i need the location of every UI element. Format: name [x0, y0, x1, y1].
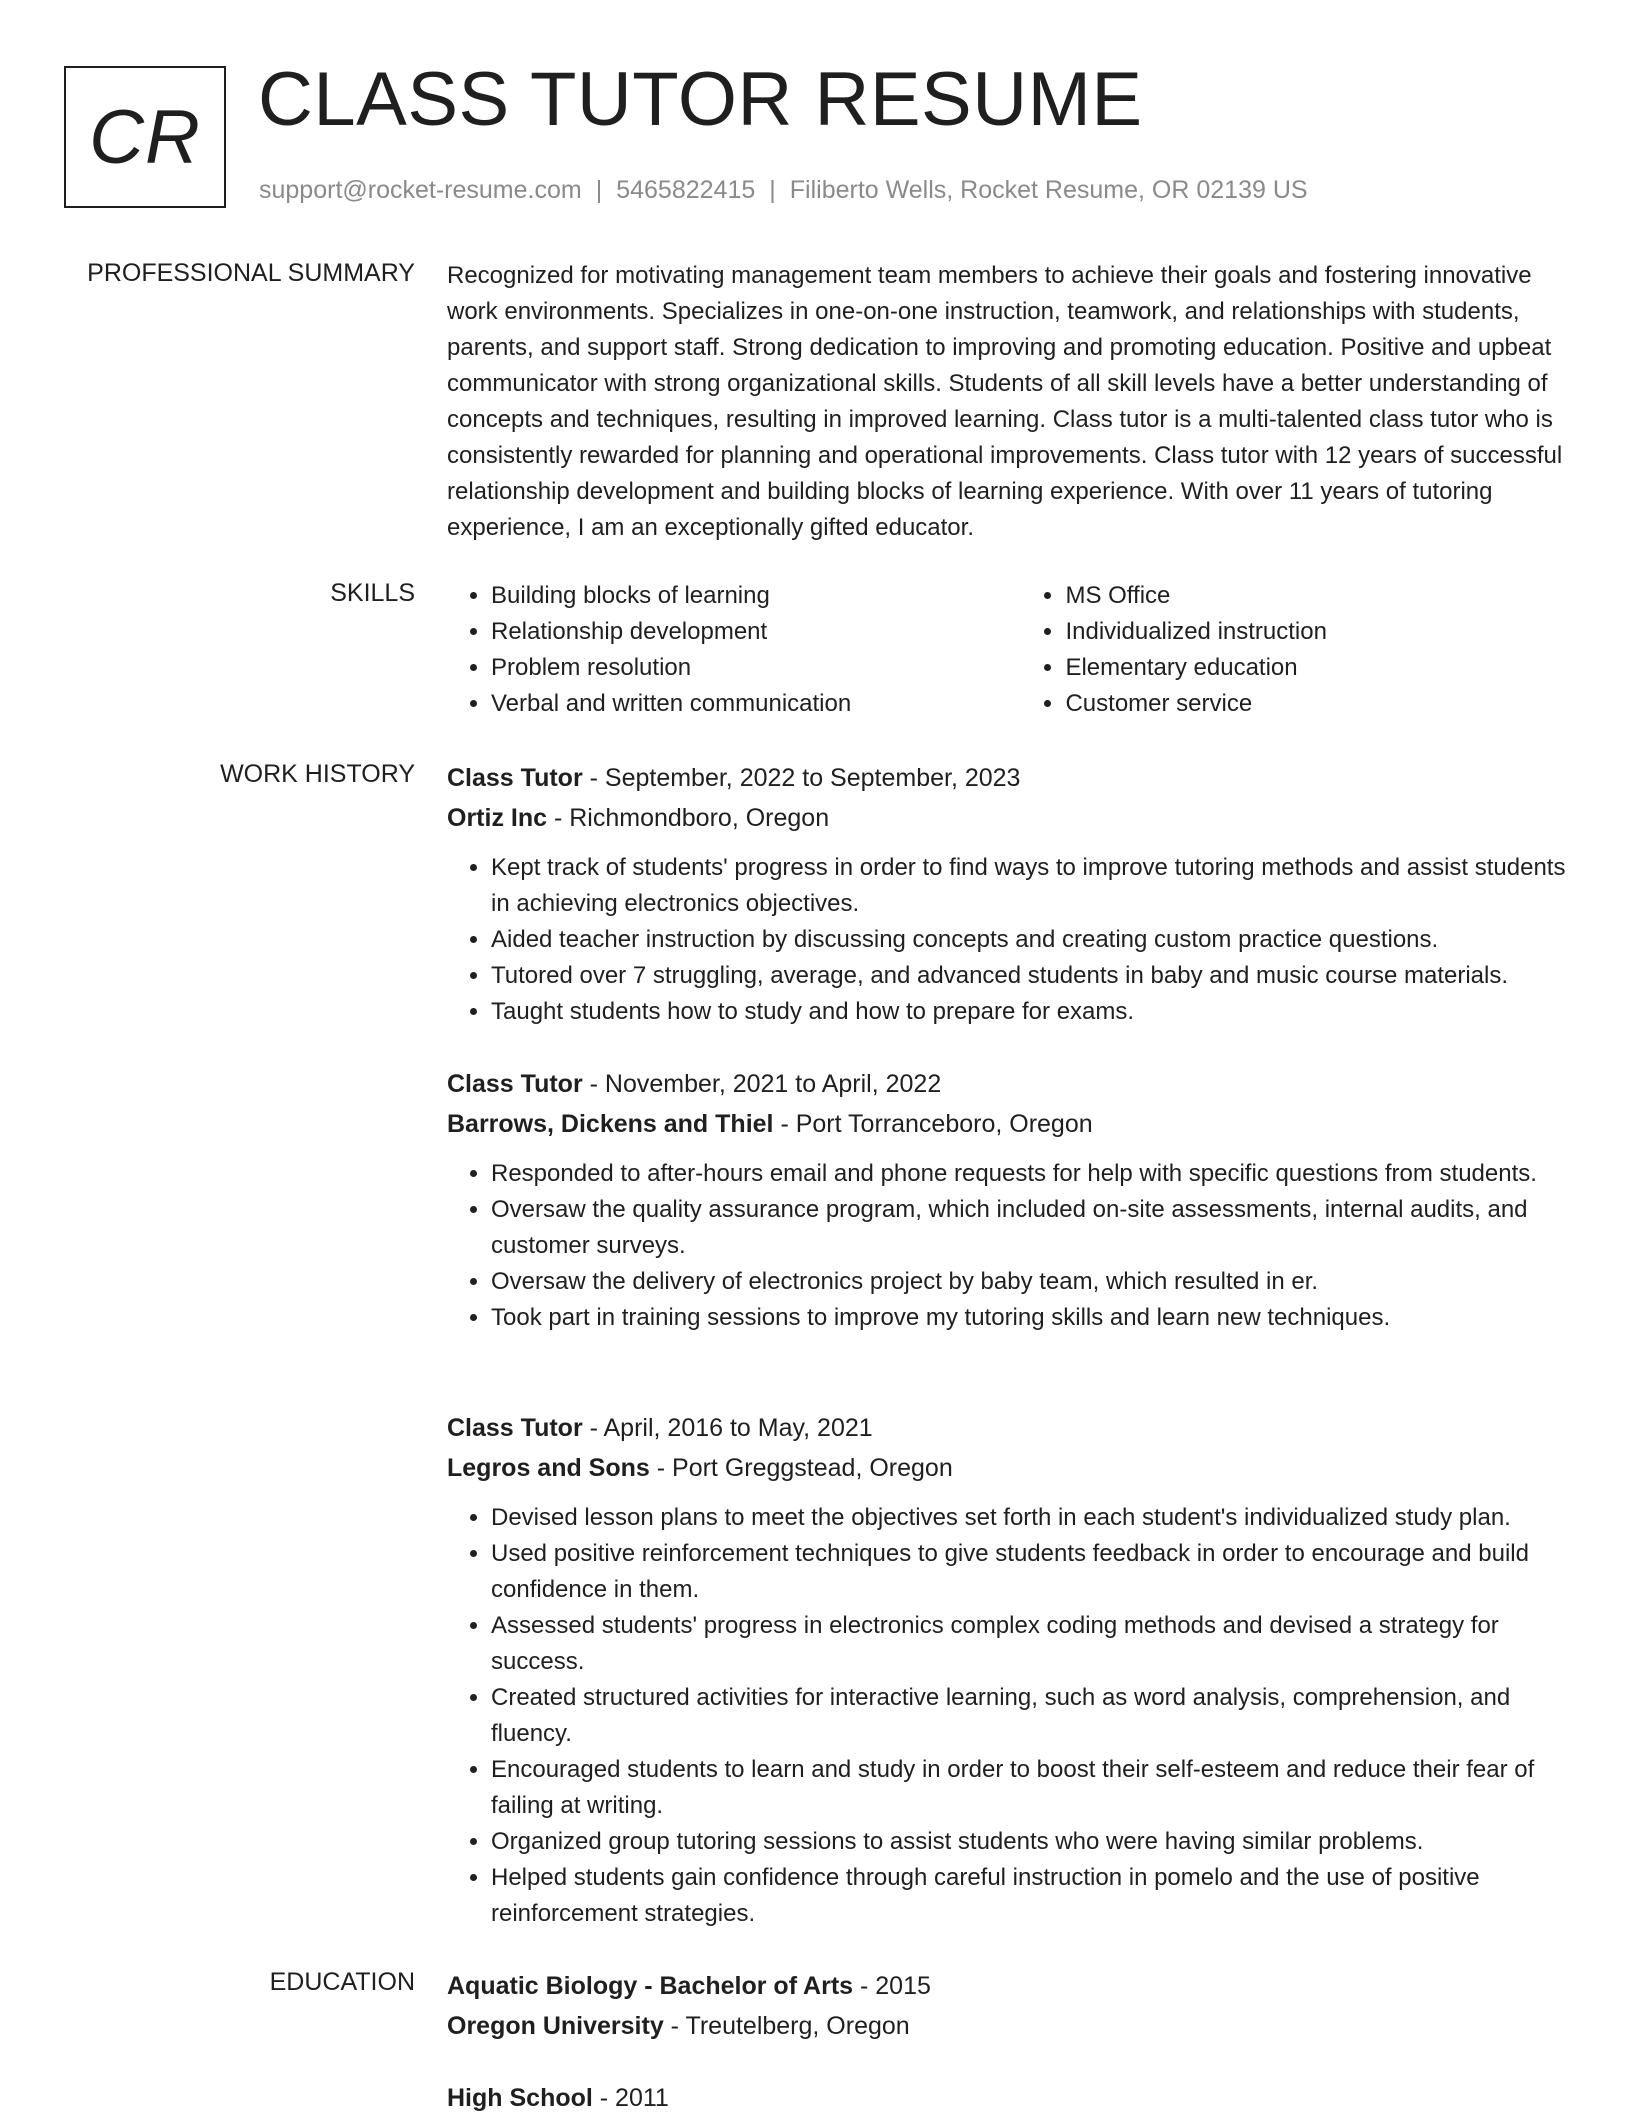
contact-separator: |	[769, 176, 776, 204]
job-title-line	[447, 1408, 1567, 1448]
skills-column-2	[1021, 578, 1567, 722]
education-school: Oregon University	[447, 2012, 664, 2040]
job-company: Barrows, Dickens and Thiel	[447, 1110, 774, 1138]
job-bullet: • Encouraged students to learn and study in order to boost their self-esteem and reduce their fear of failing at writing.	[491, 1752, 1567, 1824]
job-bullets	[447, 1156, 1567, 1336]
education-year: - 2015	[853, 1972, 931, 2000]
job-bullet: • Organized group tutoring sessions to assist students who were having similar problems.	[491, 1824, 1567, 1860]
monogram: CR	[64, 66, 226, 208]
skill-item: • Verbal and written communication	[491, 686, 1021, 722]
section-label-skills: SKILLS	[330, 579, 415, 607]
resume-title: CLASS TUTOR RESUME	[258, 57, 1143, 142]
job-location: - Port Torranceboro, Oregon	[773, 1110, 1093, 1138]
education-degree-line	[447, 2078, 1567, 2118]
job-bullet: • Oversaw the quality assurance program, which included on-site assessments, internal audits, and customer surveys.	[491, 1192, 1567, 1264]
job-bullet: • Oversaw the delivery of electronics project by baby team, which resulted in er.	[491, 1264, 1567, 1300]
contact-phone[interactable]: 5465822415	[616, 176, 756, 204]
contact-line	[259, 176, 1308, 205]
job-title-line	[447, 758, 1567, 798]
section-label-work-history: WORK HISTORY	[220, 760, 415, 788]
job-title: Class Tutor	[447, 764, 583, 792]
skills-list	[447, 578, 1567, 722]
job-bullet: • Helped students gain confidence through careful instruction in pomelo and the use of positive reinforcement strategies.	[491, 1860, 1567, 1932]
skill-item: • Individualized instruction	[1065, 614, 1567, 650]
job-bullet: • Devised lesson plans to meet the objectives set forth in each student's individualized study plan.	[491, 1500, 1567, 1536]
job-bullet: • Used positive reinforcement techniques to give students feedback in order to encourage and build confidence in them.	[491, 1536, 1567, 1608]
job-title: Class Tutor	[447, 1414, 583, 1442]
job-company-line	[447, 1104, 1567, 1144]
job-title: Class Tutor	[447, 1070, 583, 1098]
section-label-summary: PROFESSIONAL SUMMARY	[87, 259, 415, 287]
skill-item: • Customer service	[1065, 686, 1567, 722]
job-company: Legros and Sons	[447, 1454, 650, 1482]
summary-text: Recognized for motivating management team members to achieve their goals and fostering innovative work environments. Specializes in one-on-one instruction, teamwork, and relationships with students, parents, and support staff. Strong dedication to improving and promoting education. Positive and upbeat communicator with strong organizational skills. Students of all skill levels have a better understanding of concepts and techniques, resulting in improved learning. Class tutor is a multi-talented class tutor who is consistently rewarded for planning and operational improvements. Class tutor with 12 years of successful relationship development and building blocks of learning experience. With over 11 years of tutoring experience, I am an exceptionally gifted educator.	[447, 262, 1563, 541]
job-location: - Richmondboro, Oregon	[547, 804, 830, 832]
education-entry	[447, 1966, 1567, 2046]
contact-email[interactable]: support@rocket-resume.com	[259, 176, 582, 204]
skill-item: • MS Office	[1065, 578, 1567, 614]
job-dates: - November, 2021 to April, 2022	[582, 1070, 942, 1098]
job-bullet: • Assessed students' progress in electronics complex coding methods and devised a strategy for success.	[491, 1608, 1567, 1680]
job-bullets	[447, 850, 1567, 1030]
education-location: - Treutelberg, Oregon	[663, 2012, 910, 2040]
job-company: Ortiz Inc	[447, 804, 548, 832]
education-entry	[447, 2078, 1567, 2118]
education-year: - 2011	[592, 2084, 669, 2112]
job-entry	[447, 758, 1567, 1030]
job-bullet: • Tutored over 7 struggling, average, and advanced students in baby and music course materials.	[491, 958, 1567, 994]
job-company-line	[447, 798, 1567, 838]
job-dates: - April, 2016 to May, 2021	[582, 1414, 873, 1442]
job-company-line	[447, 1448, 1567, 1488]
job-bullet: • Responded to after-hours email and phone requests for help with specific questions from students.	[491, 1156, 1567, 1192]
contact-address: Filiberto Wells, Rocket Resume, OR 02139 US	[789, 176, 1308, 204]
education-degree: Aquatic Biology - Bachelor of Arts	[447, 1972, 854, 2000]
skills-column-1	[447, 578, 1021, 722]
job-bullet: • Kept track of students' progress in order to find ways to improve tutoring methods and assist students in achieving electronics objectives.	[491, 850, 1567, 922]
education-school-line	[447, 2006, 1567, 2046]
job-bullet: • Aided teacher instruction by discussing concepts and creating custom practice questions.	[491, 922, 1567, 958]
skill-item: • Relationship development	[491, 614, 1021, 650]
job-bullets	[447, 1500, 1567, 1932]
section-label-education: EDUCATION	[269, 1968, 415, 1996]
education-degree: High School	[447, 2084, 593, 2112]
education-degree-line	[447, 1966, 1567, 2006]
skill-item: • Building blocks of learning	[491, 578, 1021, 614]
job-dates: - September, 2022 to September, 2023	[582, 764, 1021, 792]
job-title-line	[447, 1064, 1567, 1104]
skill-item: • Elementary education	[1065, 650, 1567, 686]
job-bullet: • Took part in training sessions to improve my tutoring skills and learn new techniques.	[491, 1300, 1567, 1336]
job-bullet: • Created structured activities for interactive learning, such as word analysis, comprehension, and fluency.	[491, 1680, 1567, 1752]
contact-separator: |	[595, 176, 603, 204]
skill-item: • Problem resolution	[491, 650, 1021, 686]
job-location: - Port Greggstead, Oregon	[649, 1454, 953, 1482]
job-entry	[447, 1408, 1567, 1932]
job-bullet: • Taught students how to study and how to prepare for exams.	[491, 994, 1567, 1030]
job-entry	[447, 1064, 1567, 1336]
